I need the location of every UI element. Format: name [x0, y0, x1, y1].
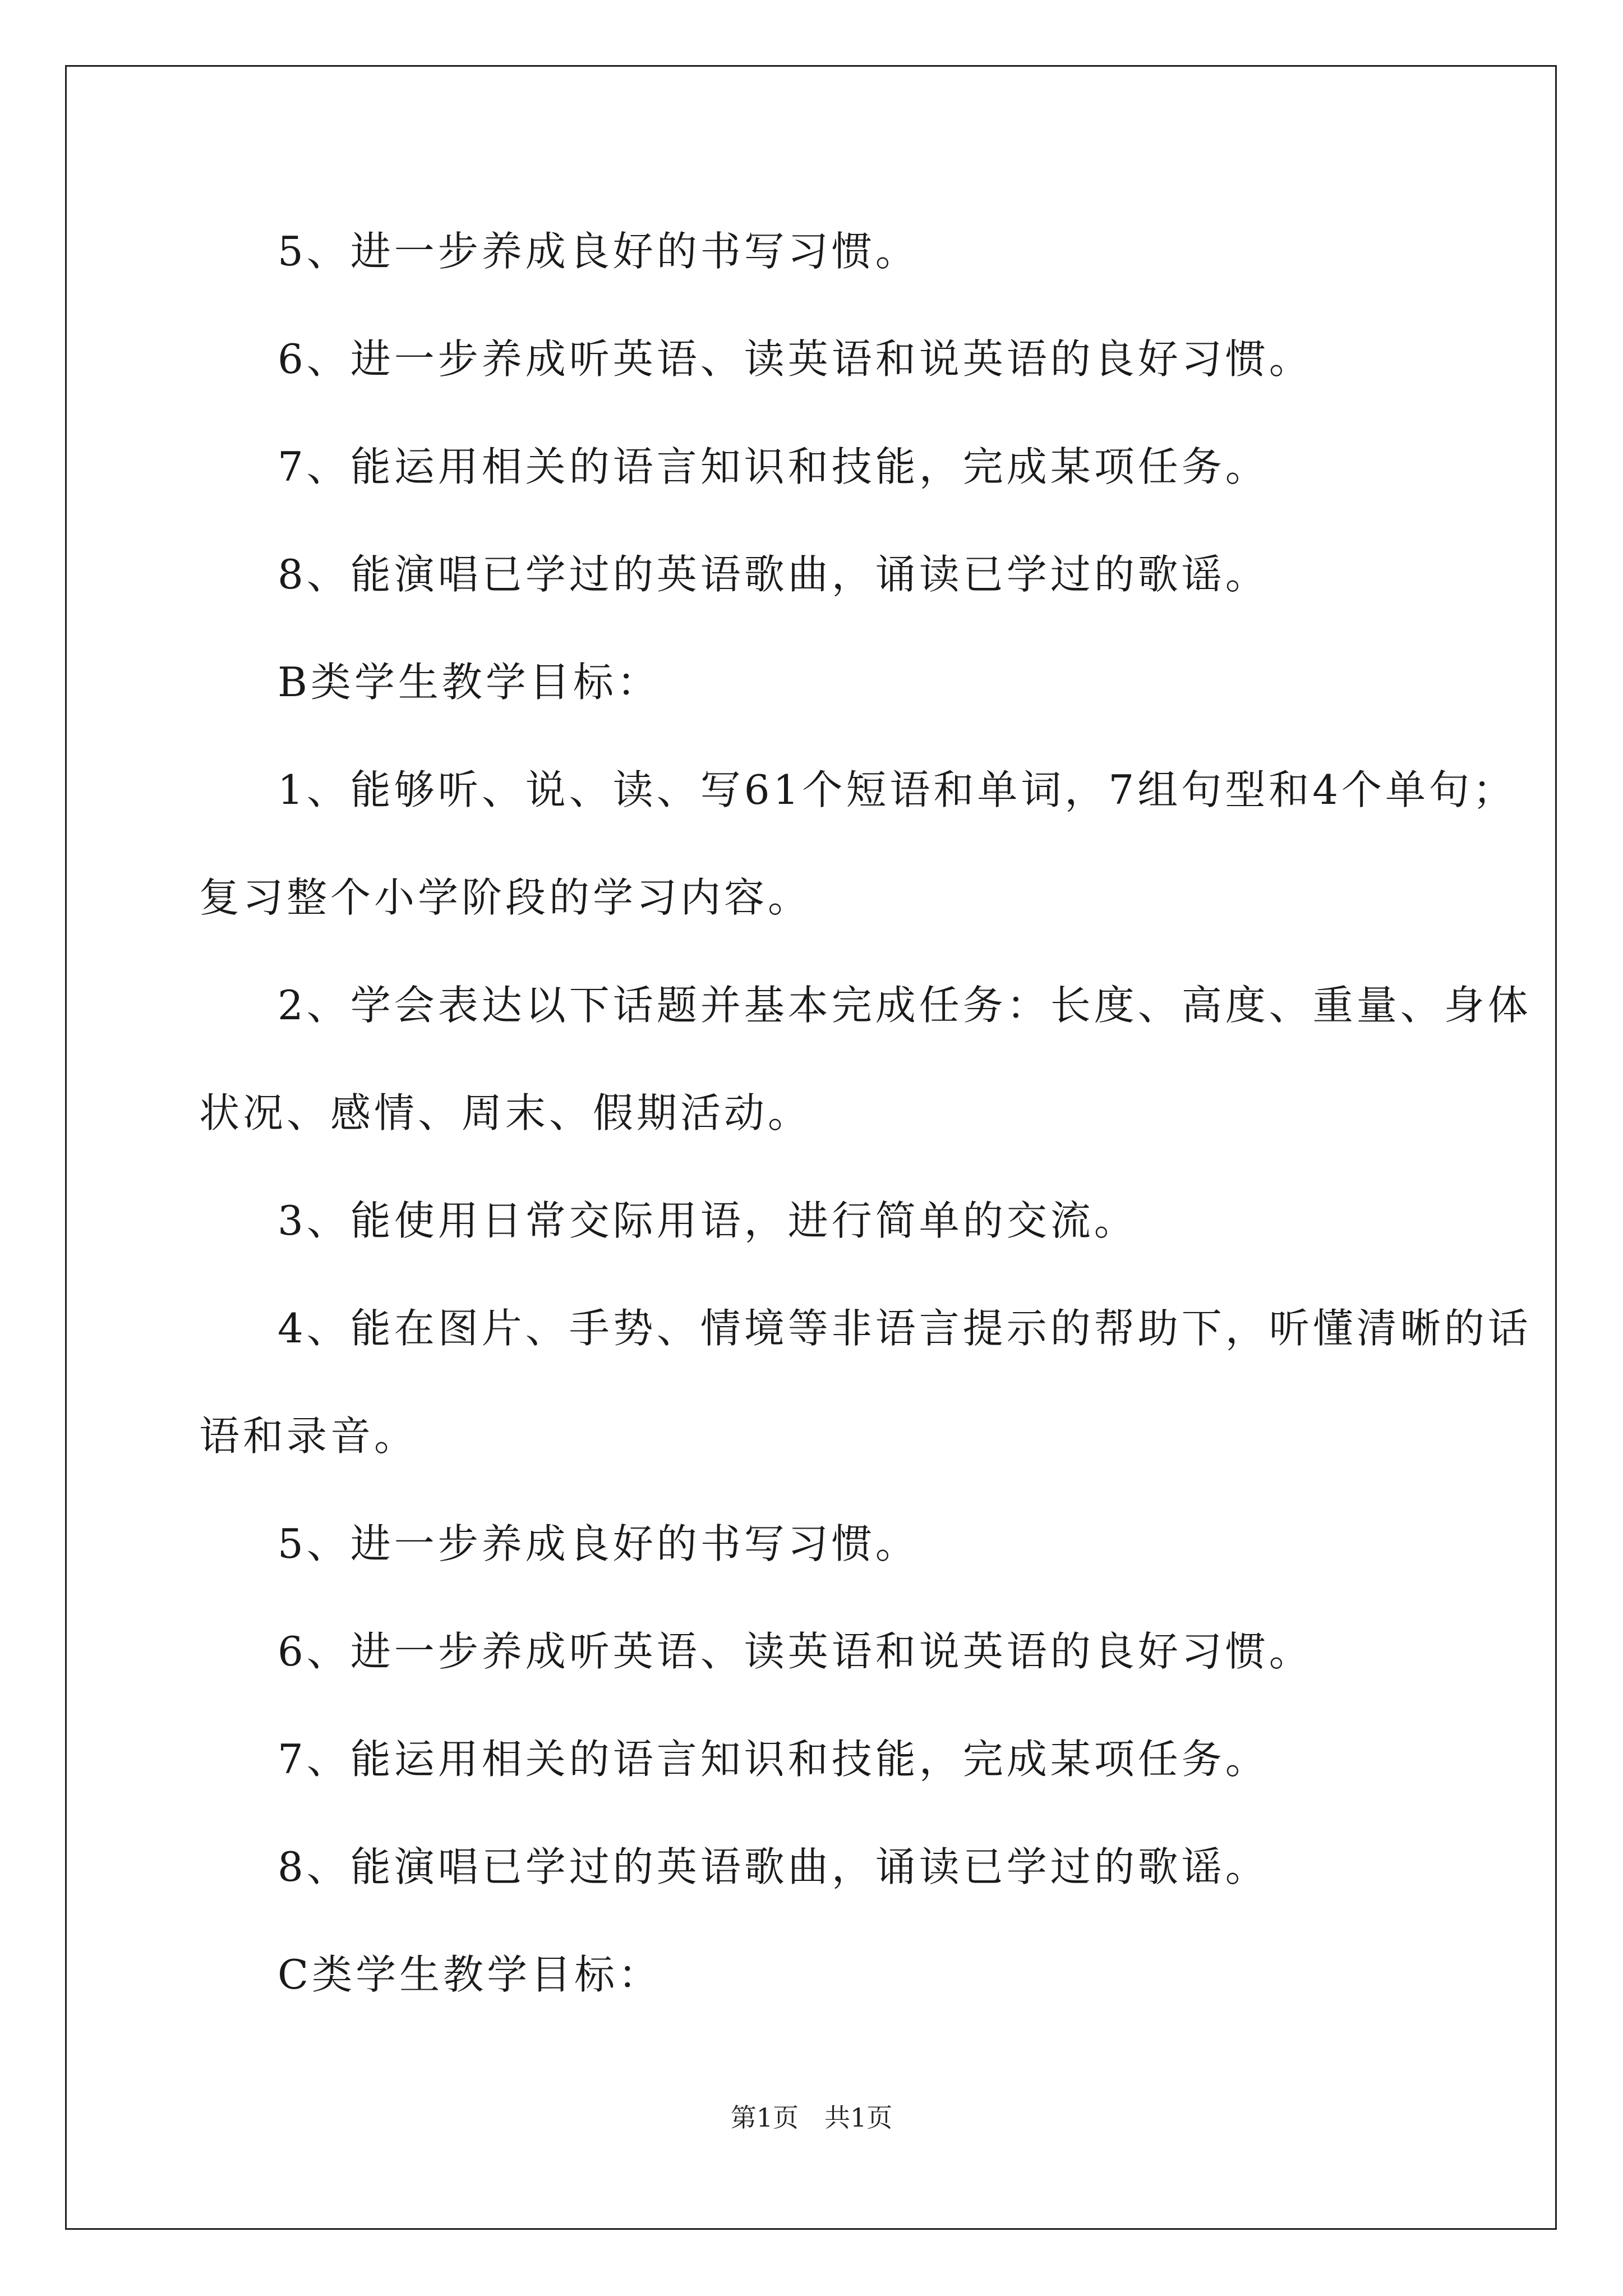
paragraph-line: 语和录音。 — [199, 1412, 418, 1460]
paragraph-line: 5、进一步养成良好的书写习惯。 — [278, 1520, 919, 1567]
paragraph-line: 6、进一步养成听英语、读英语和说英语的良好习惯。 — [278, 1628, 1313, 1675]
paragraph-line: 5、进一步养成良好的书写习惯。 — [278, 228, 919, 275]
section-heading: C类学生教学目标： — [278, 1951, 662, 1998]
paragraph-line: 8、能演唱已学过的英语歌曲，诵读已学过的歌谣。 — [278, 1843, 1269, 1890]
paragraph-line: 2、学会表达以下话题并基本完成任务：长度、高度、重量、身体 — [278, 982, 1532, 1029]
section-heading: B类学生教学目标： — [278, 659, 661, 706]
paragraph-line: 8、能演唱已学过的英语歌曲，诵读已学过的歌谣。 — [278, 551, 1269, 598]
paragraph-line: 7、能运用相关的语言知识和技能，完成某项任务。 — [278, 1736, 1269, 1783]
paragraph-line: 3、能使用日常交际用语，进行简单的交流。 — [278, 1197, 1138, 1244]
page-number-footer: 第1页 共1页 — [730, 2102, 893, 2133]
page-border — [65, 65, 1557, 2230]
paragraph-line: 状况、感情、周末、假期活动。 — [199, 1089, 812, 1137]
paragraph-line: 4、能在图片、手势、情境等非语言提示的帮助下，听懂清晰的话 — [278, 1305, 1532, 1352]
paragraph-line: 6、进一步养成听英语、读英语和说英语的良好习惯。 — [278, 335, 1313, 383]
paragraph-line: 7、能运用相关的语言知识和技能，完成某项任务。 — [278, 443, 1269, 490]
paragraph-line: 复习整个小学阶段的学习内容。 — [199, 874, 812, 921]
paragraph-line: 1、能够听、说、读、写61个短语和单词，7组句型和4个单句； — [278, 766, 1517, 813]
